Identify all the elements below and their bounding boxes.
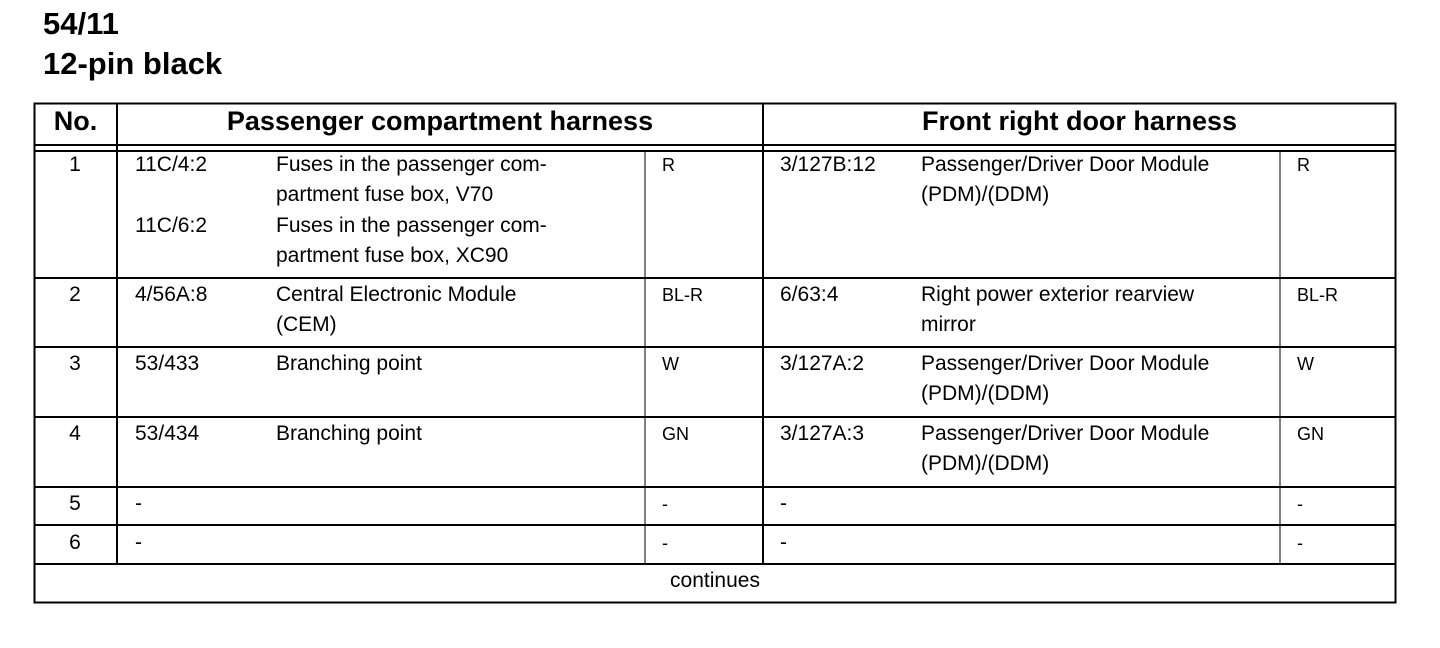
passenger-description: (CEM)	[276, 313, 337, 336]
door-wire-color: -	[1297, 494, 1303, 514]
passenger-code: 4/56A:8	[135, 283, 208, 306]
door-wire-color: -	[1297, 533, 1303, 553]
door-code: -	[780, 531, 787, 554]
door-description: mirror	[921, 313, 976, 336]
passenger-wire-color: GN	[662, 424, 689, 444]
passenger-wire-color: BL-R	[662, 285, 704, 305]
passenger-code: 53/434	[135, 422, 200, 445]
door-wire-color: BL-R	[1297, 285, 1339, 305]
door-wire-color: GN	[1297, 424, 1324, 444]
passenger-code: 53/433	[135, 352, 200, 375]
pin-number: 2	[69, 283, 81, 306]
header-no: No.	[53, 106, 98, 136]
passenger-wire-color: W	[662, 354, 679, 374]
pin-number: 6	[69, 531, 81, 554]
door-description: Passenger/Driver Door Module	[921, 422, 1210, 445]
passenger-wire-color: -	[662, 494, 668, 514]
passenger-wire-color: R	[662, 155, 675, 175]
door-description: Right power exterior rearview	[921, 283, 1195, 306]
passenger-code: 11C/6:2	[135, 214, 207, 237]
header-door-harness: Front right door harness	[921, 106, 1237, 136]
passenger-code: -	[135, 531, 142, 554]
door-description: Passenger/Driver Door Module	[921, 352, 1210, 375]
header-passenger-harness: Passenger compartment harness	[226, 106, 654, 136]
pin-number: 3	[69, 352, 81, 375]
passenger-wire-color: -	[662, 533, 668, 553]
door-code: -	[780, 492, 787, 515]
passenger-description: partment fuse box, XC90	[276, 244, 509, 267]
door-code: 6/63:4	[780, 283, 839, 306]
connector-description: 12-pin black	[43, 46, 223, 81]
door-code: 3/127A:3	[780, 422, 865, 445]
passenger-description: Branching point	[276, 422, 422, 445]
door-code: 3/127A:2	[780, 352, 865, 375]
passenger-description: partment fuse box, V70	[276, 183, 494, 206]
door-code: 3/127B:12	[780, 153, 876, 176]
passenger-description: Branching point	[276, 352, 422, 375]
door-description: (PDM)/(DDM)	[921, 183, 1050, 206]
door-wire-color: W	[1297, 354, 1314, 374]
passenger-description: Central Electronic Module	[276, 283, 517, 306]
passenger-description: Fuses in the passenger com-	[276, 153, 547, 176]
door-description: Passenger/Driver Door Module	[921, 153, 1210, 176]
door-wire-color: R	[1297, 155, 1310, 175]
passenger-code: 11C/4:2	[135, 153, 207, 176]
door-description: (PDM)/(DDM)	[921, 382, 1050, 405]
continues-note: continues	[670, 569, 760, 592]
door-description: (PDM)/(DDM)	[921, 452, 1050, 475]
pin-number: 5	[69, 492, 81, 515]
pin-number: 1	[69, 153, 81, 176]
passenger-code: -	[135, 492, 142, 515]
connector-id: 54/11	[43, 6, 119, 41]
passenger-description: Fuses in the passenger com-	[276, 214, 547, 237]
pin-number: 4	[69, 422, 81, 445]
